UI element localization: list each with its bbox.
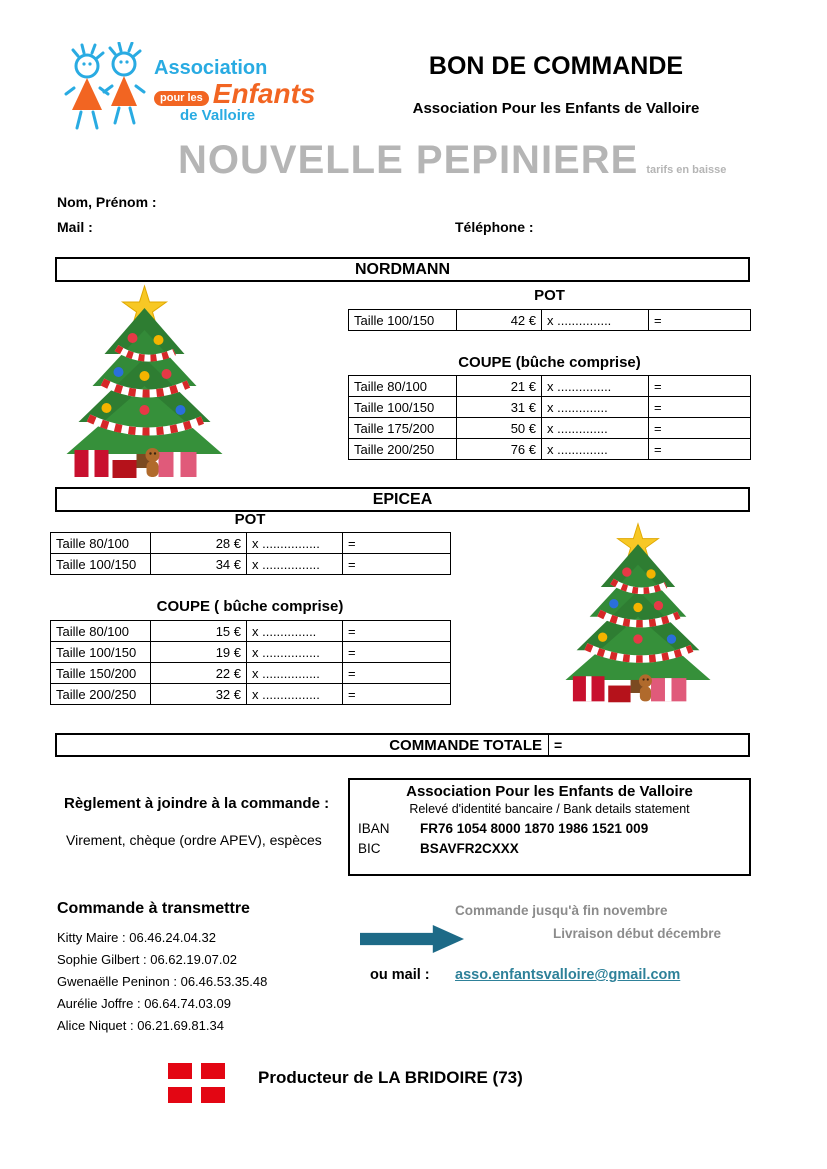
qty-cell: x ................	[247, 554, 343, 575]
mail-label: Mail :	[57, 219, 93, 235]
iban-row	[358, 821, 741, 836]
equals-cell: =	[649, 397, 751, 418]
price-cell: 22 €	[151, 663, 247, 684]
size-cell: Taille 150/200	[51, 663, 151, 684]
table-row	[51, 663, 451, 684]
iban-value: FR76 1054 8000 1870 1986 1521 009	[420, 821, 649, 836]
epicea-pot-table	[50, 532, 451, 575]
banner-note: tarifs en baisse	[646, 164, 727, 176]
qty-cell: x ................	[247, 642, 343, 663]
epicea-section-header: EPICEA	[55, 487, 750, 512]
delivery-note: Livraison début décembre	[553, 926, 722, 941]
size-cell: Taille 175/200	[349, 418, 457, 439]
qty-cell: x ...............	[247, 621, 343, 642]
christmas-tree-image	[552, 520, 724, 706]
table-row	[51, 642, 451, 663]
nordmann-coupe-table	[348, 375, 751, 460]
equals-cell: =	[343, 642, 451, 663]
price-cell: 15 €	[151, 621, 247, 642]
contact-title: Commande à transmettre	[57, 900, 250, 917]
banner-title	[178, 138, 726, 183]
total-bar	[55, 733, 750, 757]
size-cell: Taille 100/150	[349, 397, 457, 418]
nordmann-coupe-title: COUPE (bûche comprise)	[458, 354, 641, 371]
size-cell: Taille 200/250	[51, 684, 151, 705]
list-item: Sophie Gilbert : 06.62.19.07.02	[57, 952, 237, 967]
epicea-pot-title: POT	[234, 511, 266, 528]
price-cell: 28 €	[151, 533, 247, 554]
bic-row	[358, 841, 741, 856]
payment-methods: Virement, chèque (ordre APEV), espèces	[66, 832, 322, 848]
page-subtitle: Association Pour les Enfants de Valloire	[412, 100, 700, 117]
logo-enfants-text: Enfants	[212, 77, 316, 109]
contact-list	[57, 927, 267, 1037]
size-cell: Taille 100/150	[349, 310, 457, 331]
logo-pour-les-tag: pour les	[154, 91, 209, 107]
children-logo-icon	[60, 42, 152, 140]
list-item: Aurélie Joffre : 06.64.74.03.09	[57, 996, 231, 1011]
price-cell: 32 €	[151, 684, 247, 705]
table-row	[51, 554, 451, 575]
equals-cell: =	[649, 376, 751, 397]
total-equals-cell: =	[548, 735, 748, 755]
qty-cell: x ..............	[542, 439, 649, 460]
bic-value: BSAVFR2CXXX	[420, 841, 519, 856]
total-label: COMMANDE TOTALE	[389, 736, 542, 754]
table-row	[51, 533, 451, 554]
email-link[interactable]: asso.enfantsvalloire@gmail.com	[455, 967, 681, 983]
qty-cell: x ..............	[542, 418, 649, 439]
right-arrow-icon	[360, 925, 464, 953]
bank-subtitle: Relevé d'identité bancaire / Bank details statement	[409, 802, 690, 816]
bank-details-box	[348, 778, 751, 876]
producer-text: Producteur de LA BRIDOIRE (73)	[258, 1068, 523, 1087]
equals-cell: =	[343, 663, 451, 684]
table-row	[349, 397, 751, 418]
phone-label: Téléphone :	[455, 219, 534, 235]
bic-label: BIC	[358, 841, 381, 856]
list-item: Kitty Maire : 06.46.24.04.32	[57, 930, 216, 945]
savoie-flag-icon	[168, 1063, 225, 1103]
table-row	[349, 376, 751, 397]
equals-cell: =	[649, 310, 751, 331]
logo-association-text: Association	[154, 56, 268, 79]
price-cell: 50 €	[457, 418, 542, 439]
table-row	[51, 621, 451, 642]
list-item: Gwenaëlle Peninon : 06.46.53.35.48	[57, 974, 268, 989]
table-row	[349, 439, 751, 460]
nordmann-pot-table	[348, 309, 751, 331]
equals-cell: =	[649, 439, 751, 460]
size-cell: Taille 200/250	[349, 439, 457, 460]
iban-label: IBAN	[358, 821, 390, 836]
table-row	[51, 684, 451, 705]
order-deadline-note: Commande jusqu'à fin novembre	[455, 903, 668, 918]
qty-cell: x ..............	[542, 397, 649, 418]
equals-cell: =	[343, 533, 451, 554]
banner-text: NOUVELLE PEPINIERE	[178, 138, 639, 182]
epicea-coupe-title: COUPE ( bûche comprise)	[156, 598, 344, 615]
logo-valloire-text: de Valloire	[180, 107, 256, 125]
page-title: BON DE COMMANDE	[428, 52, 684, 80]
equals-cell: =	[343, 554, 451, 575]
epicea-coupe-table	[50, 620, 451, 705]
equals-cell: =	[649, 418, 751, 439]
size-cell: Taille 80/100	[349, 376, 457, 397]
table-row	[349, 418, 751, 439]
price-cell: 31 €	[457, 397, 542, 418]
nordmann-pot-title: POT	[534, 287, 565, 304]
price-cell: 19 €	[151, 642, 247, 663]
qty-cell: x ................	[247, 684, 343, 705]
qty-cell: x ...............	[542, 310, 649, 331]
size-cell: Taille 80/100	[51, 533, 151, 554]
price-cell: 21 €	[457, 376, 542, 397]
association-logo	[60, 40, 350, 142]
table-row	[349, 310, 751, 331]
christmas-tree-image	[52, 282, 237, 482]
qty-cell: x ................	[247, 663, 343, 684]
size-cell: Taille 80/100	[51, 621, 151, 642]
qty-cell: x ...............	[542, 376, 649, 397]
qty-cell: x ................	[247, 533, 343, 554]
price-cell: 76 €	[457, 439, 542, 460]
equals-cell: =	[343, 621, 451, 642]
name-label: Nom, Prénom :	[57, 194, 157, 210]
bank-title: Association Pour les Enfants de Valloire	[406, 783, 693, 800]
mail-label: ou mail :	[370, 967, 430, 983]
size-cell: Taille 100/150	[51, 642, 151, 663]
nordmann-section-header: NORDMANN	[55, 257, 750, 282]
list-item: Alice Niquet : 06.21.69.81.34	[57, 1018, 224, 1033]
equals-cell: =	[343, 684, 451, 705]
price-cell: 34 €	[151, 554, 247, 575]
logo-text	[154, 58, 315, 124]
payment-label: Règlement à joindre à la commande :	[64, 795, 330, 812]
price-cell: 42 €	[457, 310, 542, 331]
size-cell: Taille 100/150	[51, 554, 151, 575]
